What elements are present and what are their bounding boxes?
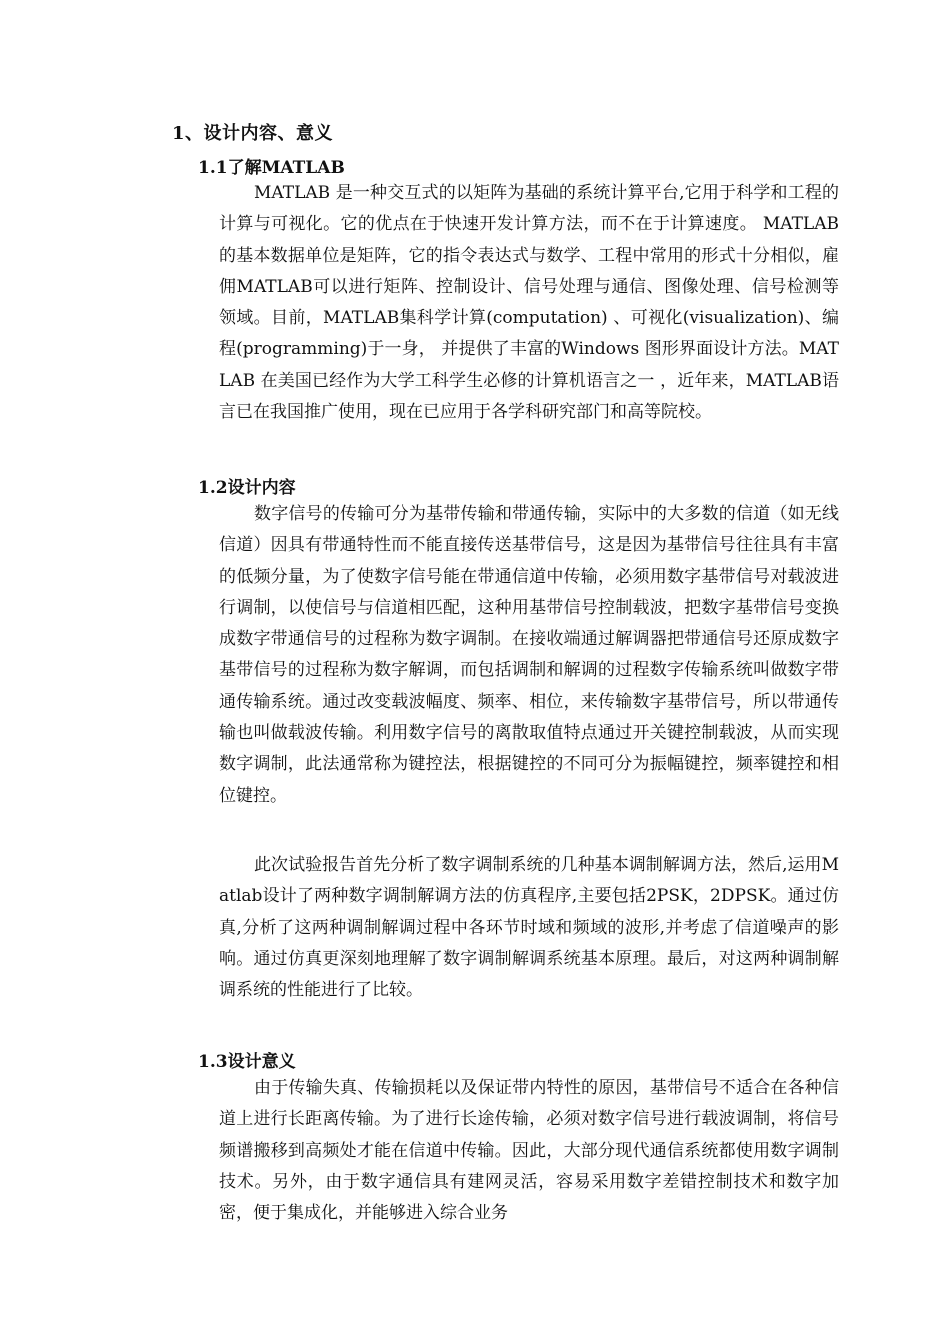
section-1-1-paragraph: MATLAB 是一种交互式的以矩阵为基础的系统计算平台,它用于科学和工程的计算与可视化。它的优点在于快速开发计算方法，而不在于计算速度。 MATLAB的基本数据单位是矩阵，它的指令表达式与数学、工程中常用的形式十分相似，雇佣MATLAB可以进行矩阵、控制设计、信号处理与通信、图像处理、信号检测等领域。目前，MATLAB集科学计算(computation) 、可视化(visualization)、编程(programming)于一身， 并提供了丰富的Windows 图形界面设计方法。MATLAB 在美国已经作为大学工科学生必修的计算机语言之一 ，近年来，MATLAB语言已在我国推广使用，现在已应用于各学科研究部门和高等院校。 [219, 183, 839, 423]
chapter-heading: 1、设计内容、意义 [172, 123, 334, 144]
section-heading-1-3: 1.3设计意义 [198, 1052, 296, 1072]
section-1-2-paragraph-2: 此次试验报告首先分析了数字调制系统的几种基本调制解调方法，然后,运用Matlab设计了两种数字调制解调方法的仿真程序,主要包括2PSK，2DPSK。通过仿真,分析了这两种调制解调过程中各环节时域和频域的波形,并考虑了信道噪声的影响。通过仿真更深刻地理解了数字调制解调系统基本原理。最后，对这两种调制解调系统的性能进行了比较。 [219, 855, 839, 1001]
section-1-3-paragraph: 由于传输失真、传输损耗以及保证带内特性的原因，基带信号不适合在各种信道上进行长距离传输。为了进行长途传输，必须对数字信号进行载波调制，将信号频谱搬移到高频处才能在信道中传输。因此，大部分现代通信系统都使用数字调制技术。另外，由于数字通信具有建网灵活，容易采用数字差错控制技术和数字加密，便于集成化，并能够进入综合业务 [219, 1078, 839, 1224]
section-heading-1-1: 1.1了解MATLAB [198, 158, 345, 178]
section-heading-1-2: 1.2设计内容 [198, 478, 296, 498]
section-1-2-paragraph-1: 数字信号的传输可分为基带传输和带通传输，实际中的大多数的信道（如无线信道）因具有带通特性而不能直接传送基带信号，这是因为基带信号往往具有丰富的低频分量，为了使数字信号能在带通信道中传输，必须用数字基带信号对载波进行调制，以使信号与信道相匹配，这种用基带信号控制载波，把数字基带信号变换成数字带通信号的过程称为数字调制。在接收端通过解调器把带通信号还原成数字基带信号的过程称为数字解调，而包括调制和解调的过程数字传输系统叫做数字带通传输系统。通过改变载波幅度、频率、相位，来传输数字基带信号，所以带通传输也叫做载波传输。利用数字信号的离散取值特点通过开关键控制载波，从而实现数字调制，此法通常称为键控法，根据键控的不同可分为振幅键控，频率键控和相位键控。 [219, 504, 839, 806]
